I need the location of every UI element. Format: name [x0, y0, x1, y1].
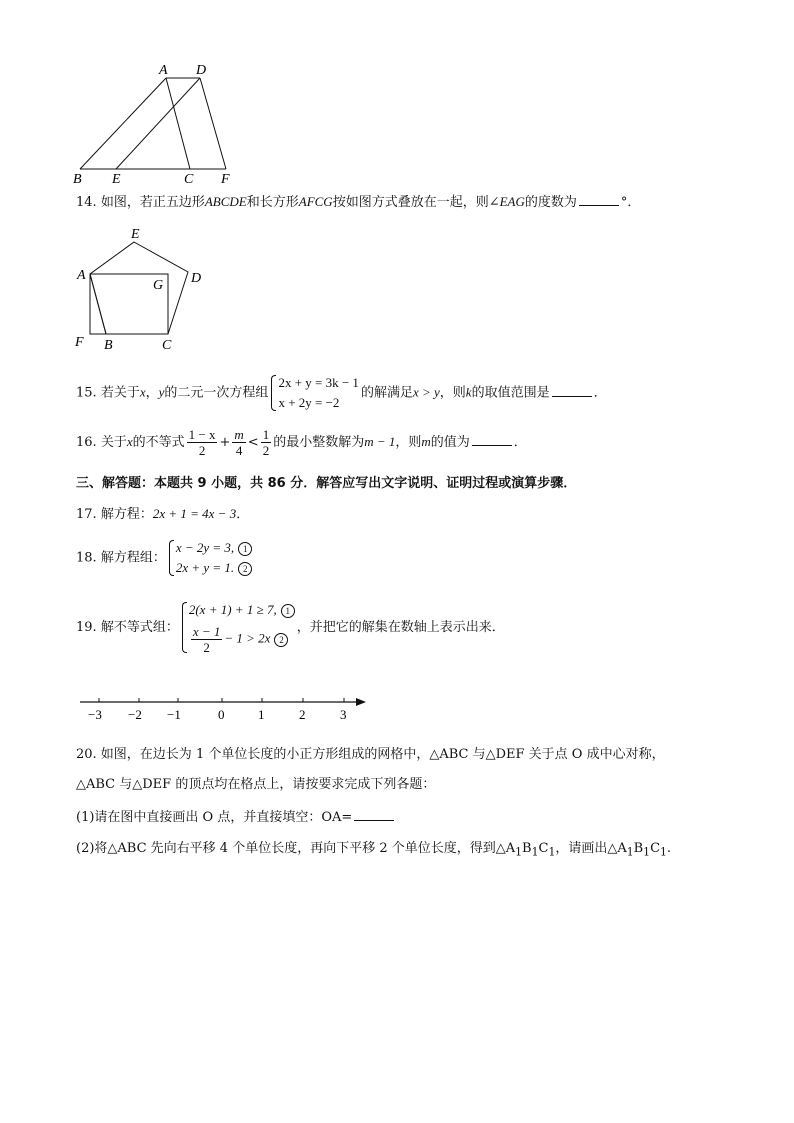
segment-ed: [116, 78, 200, 169]
tick-label: 3: [340, 707, 347, 722]
equation-system: x − 2y = 3, 1 2x + y = 1. 2: [168, 538, 252, 578]
figure-1-diagram: [70, 62, 250, 187]
arrow-icon: [356, 698, 366, 706]
question-20-line-2: △ABC 与△DEF 的顶点均在格点上，请按要求完成下列各题：: [76, 777, 436, 792]
label-e: E: [112, 172, 121, 187]
number-line: [74, 694, 374, 726]
question-20-line-1: 20. 如图，在边长为 1 个单位长度的小正方形组成的网格中，△ABC 与△DEF 关于点 O 成中心对称，: [76, 747, 665, 762]
label-a: A: [77, 268, 86, 283]
label-c: C: [184, 172, 194, 187]
tick-label: −2: [128, 707, 142, 722]
fraction: $\frac{m}{4}$: [234, 427, 244, 458]
segment-df: [200, 78, 226, 169]
pentagon-abcde: [90, 242, 188, 334]
tick-label: 0: [218, 707, 225, 722]
question-20-part-1: (1)请在图中直接画出 O 点，并直接填空：OA=: [76, 808, 396, 827]
label-b: B: [104, 338, 113, 353]
label-d: D: [191, 271, 202, 286]
label-f: F: [221, 172, 230, 187]
tick-label: −3: [88, 707, 102, 722]
fraction: $\frac{1}{2}$: [262, 427, 270, 458]
label-c: C: [162, 338, 172, 353]
label-b: B: [73, 172, 82, 187]
figure-2-diagram: [70, 222, 220, 357]
tick-label: −1: [167, 707, 181, 722]
fraction: $\frac{1 - x}{2}$: [188, 427, 216, 458]
label-g: G: [153, 278, 164, 293]
answer-blank: [579, 193, 619, 206]
answer-blank: [472, 433, 512, 446]
question-18: 18. 解方程组： x − 2y = 3, 1 2x + y = 1. 2: [76, 538, 254, 578]
inequality-system: 2(x + 1) + 1 ≥ 7, 1 $\frac{x - 1}{2}$ − 1 > 2x 2: [181, 600, 295, 655]
section-heading: 三、解答题：本题共 9 小题，共 86 分．解答应写出文字说明、证明过程或演算步骤．: [76, 476, 577, 491]
tick-label: 1: [258, 707, 265, 722]
question-20-part-2: (2)将△ABC 先向右平移 4 个单位长度，再向下平移 2 个单位长度，得到$\triangle A_1B_1C_1$，请画出$\triangle A_1B_1C_1$.: [76, 841, 672, 859]
question-16: 16. 关于x的不等式 $\frac{1 - x}{2}$ + $\frac{m}{4}$ < $\frac{1}{2}$ 的最小整数解为m − 1，则m的值为 ．: [76, 427, 527, 458]
segment-ba: [80, 78, 166, 169]
label-e: E: [131, 227, 140, 242]
segment-ac: [166, 78, 190, 169]
answer-blank: [354, 808, 394, 821]
label-d: D: [196, 63, 207, 78]
answer-blank: [552, 384, 592, 397]
equation-system: 2x + y = 3k − 1 x + 2y = −2: [270, 373, 359, 413]
label-f: F: [75, 335, 84, 350]
segment-ab: [90, 274, 106, 334]
question-15: 15. 若关于x，y的二元一次方程组 2x + y = 3k − 1 x + 2y = −2 的解满足x > y，则k的取值范围是 ．: [76, 373, 607, 413]
label-a: A: [159, 63, 168, 78]
tick-label: 2: [299, 707, 306, 722]
question-14: 14. 如图，若正五边形ABCDE和长方形AFCG按如图方式叠放在一起，则∠EAG的度数为 °．: [76, 194, 641, 210]
question-19: 19. 解不等式组： 2(x + 1) + 1 ≥ 7, 1 $\frac{x - 1}{2}$ − 1 > 2x 2 ，并把它的解集在数轴上表示出来．: [76, 602, 505, 655]
question-17: 17. 解方程：2x + 1 = 4x − 3．: [76, 506, 250, 522]
